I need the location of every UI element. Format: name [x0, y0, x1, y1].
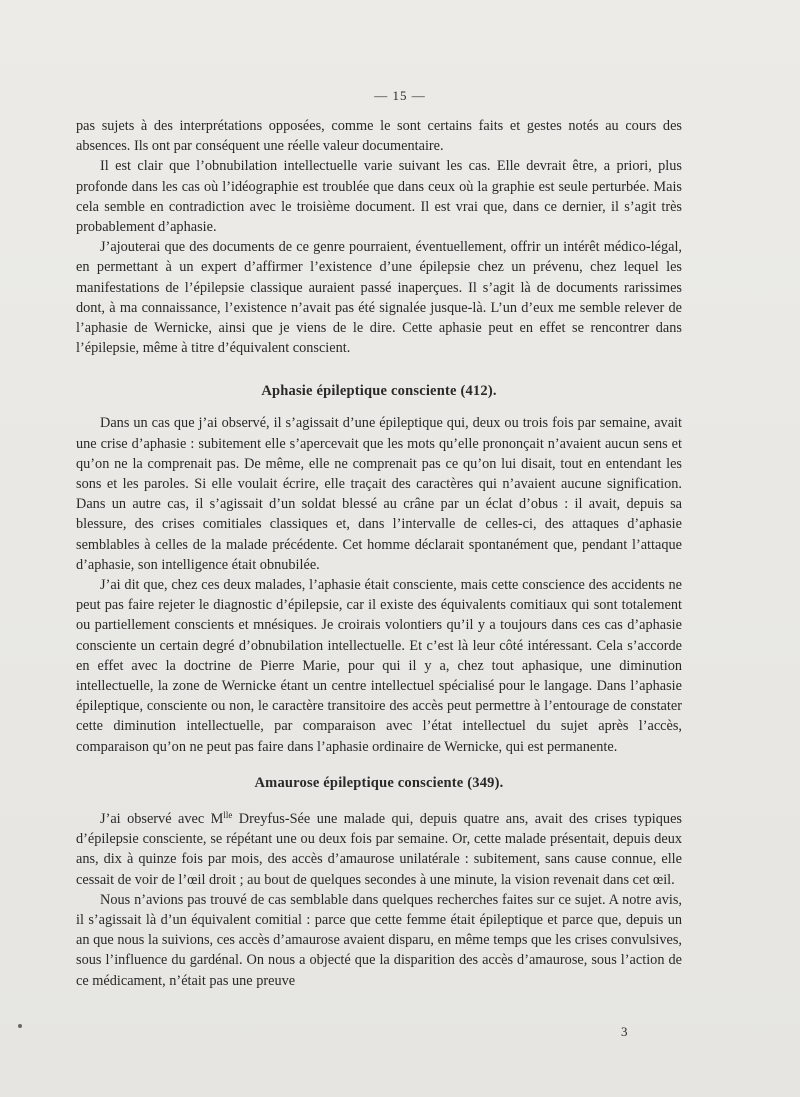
paragraph: Nous n’avions pas trouvé de cas semblable dans quelques recherches faites sur ce sujet. A notre avis, il s’agissait là d’un équivalent comitial : parce que cette femme était épileptique et parce que, depuis un an que nous la suivions, ces accès d’amaurose avaient disparu, en même temps que les crises convulsives, sous l’influence du gardénal. On nous a objecté que la disparition des accès d’amaurose, sous l’action de ce médicament, n’était pas une preuve: [76, 891, 682, 989]
paragraph: [76, 805, 682, 890]
paragraph-text: J’ai observé avec M: [100, 810, 224, 827]
section-heading-amaurose: Amaurose épileptique consciente (349).: [254, 774, 504, 791]
paragraph: Dans un cas que j’ai observé, il s’agissait d’une épileptique qui, deux ou trois fois par semaine, avait une crise d’aphasie : subitement elle s’apercevait que les mots qu’elle prononçait n’avaient aucun sens et qu’on ne la comprenait pas. De même, elle ne comprenait pas ce qu’on lui disait, tout en entendant les sons et les paroles. Si elle voulait écrire, elle traçait des caractères qui n’avaient aucune signification. Dans un autre cas, il s’agissait d’un soldat blessé au crâne par un éclat d’obus : il avait, depuis sa blessure, des crises comitiales classiques et, dans l’intervalle de celles-ci, des attaques d’aphasie semblables à celles de la malade précédente. Cet homme déclarait spontanément que, pendant l’attaque d’aphasie, son intelligence était obnubilée.: [76, 415, 682, 573]
signature-mark: 3: [621, 1024, 628, 1039]
paragraph: J’ai dit que, chez ces deux malades, l’aphasie était consciente, mais cette conscience des accidents ne peut pas faire rejeter le diagnostic d’épilepsie, car il existe des équivalents comitiaux qui sont totalement ou partiellement conscients et mnésiques. Je croirais volontiers qu’il y a toujours dans ces cas d’aphasie consciente un certain degré d’obnubilation intellectuelle. Et c’est là leur côté intéressant. Cela s’accorde en effet avec la doctrine de Pierre Marie, pour qui il y a, chez tout aphasique, une diminution intellectuelle, la zone de Wernicke étant un centre intellectuel spécialisé pour le langage. Dans l’aphasie épileptique, consciente ou non, le caractère transitoire des accès peut permettre à l’entourage de constater cette diminution intellectuelle, par comparaison avec l’état intellectuel du sujet après l’accès, comparaison qu’on ne peut pas faire dans l’aphasie ordinaire de Wernicke, qui est permanente.: [76, 577, 682, 755]
paragraph: pas sujets à des interprétations opposées, comme le sont certains faits et gestes notés au cours des absences. Ils ont par conséquent une réelle valeur documentaire.: [76, 118, 682, 155]
page-number: — 15 —: [374, 88, 426, 103]
paragraph: Il est clair que l’obnubilation intellectuelle varie suivant les cas. Elle devrait être, a priori, plus profonde dans les cas où l’idéographie est troublée que dans ceux où la graphie est seule perturbée. Mais cela semble en contradiction avec le troisième document. Il est vrai que, dans ce dernier, il s’agit très probablement d’aphasie.: [76, 158, 682, 236]
body-text: [76, 116, 682, 991]
paragraph: J’ajouterai que des documents de ce genre pourraient, éventuellement, offrir un intérêt médico-légal, en permettant à un expert d’affirmer l’existence d’une épilepsie chez un prévenu, chez lequel les manifestations de l’épilepsie classique auraient passé inaperçues. Il s’agit là de documents rarissimes dont, à ma connaissance, l’existence n’avait pas été signalée jusque-là. L’un d’eux me semble relever de l’aphasie de Wernicke, ainsi que je viens de le dire. Cette aphasie peut en effet se rencontrer dans l’épilepsie, même à titre d’équivalent conscient.: [76, 239, 682, 357]
section-heading-aphasie: Aphasie épileptique consciente (412).: [261, 383, 497, 400]
margin-dot: [18, 1024, 22, 1028]
paragraph-text: Dreyfus-Sée une malade qui, depuis quatre ans, avait des crises typiques d’épilepsie consciente, se répétant une ou deux fois par semaine. Or, cette malade présentait, depuis deux ans, dix à quinze fois par mois, des accès d’amaurose unilatérale : subitement, sans cause connue, elle cessait de voir de l’œil droit ; au bout de quelques secondes à une minute, la vision revenait dans cet œil.: [76, 810, 682, 888]
superscript: lle: [223, 809, 233, 820]
